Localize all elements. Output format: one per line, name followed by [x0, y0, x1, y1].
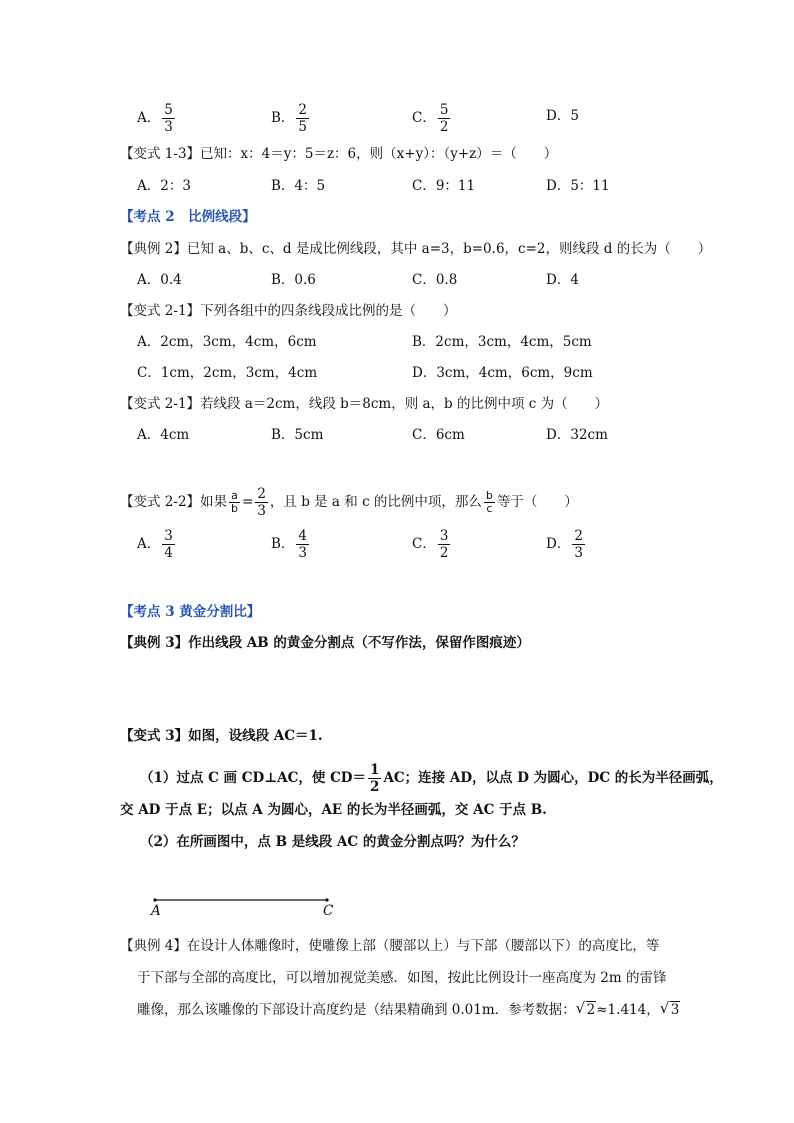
option-d: D． $\frac{2}{3}$ [546, 528, 583, 561]
segment-ac-figure [145, 890, 345, 920]
question-3-part-2: （2）在所画图中，点 B 是线段 AC 的黄金分割点吗？为什么？ [140, 834, 525, 850]
option-b: B．2cm，3cm，4cm，5cm [412, 334, 592, 350]
option-b: B．4：5 [271, 178, 326, 194]
option-a: A． $\frac{5}{3}$ [137, 102, 173, 135]
option-d: D．5：11 [546, 178, 610, 194]
option-a: A．2：3 [137, 178, 191, 194]
fraction: $\frac{2}{3}$ [574, 528, 583, 561]
sqrt-3: √ 3 [659, 999, 680, 1018]
fraction-one-half: $\frac{1}{2}$ [370, 762, 380, 795]
option-c: C． $\frac{5}{2}$ [412, 102, 449, 135]
fraction-a-over-b: $\frac{a}{b}$ [231, 489, 239, 515]
option-b: B． $\frac{4}{3}$ [271, 528, 308, 561]
option-c: C．6cm [412, 427, 465, 443]
example-4-line-2: 于下部与全部的高度比，可以增加视觉美感．如图，按此比例设计一座高度为 2m 的雷锋 [137, 970, 667, 986]
option-b: B．5cm [271, 427, 324, 443]
option-c: C．1cm，2cm，3cm，4cm [137, 365, 318, 381]
option-a: A．4cm [137, 427, 190, 443]
option-d: D．32cm [546, 427, 608, 443]
example-4-line-1: 【典例 4】在设计人体雕像时，使雕像上部（腰部以上）与下部（腰部以下）的高度比，等 [120, 938, 660, 954]
section-title-3: 【考点 3 黄金分割比】 [120, 604, 261, 620]
question-3-part-1-cont: 交 AD 于点 E；以点 A 为圆心，AE 的长为半径画弧，交 AC 于点 B. [120, 802, 547, 818]
question-2-1a: 【变式 2-1】下列各组中的四条线段成比例的是（ ） [120, 303, 457, 319]
fraction-2-over-3: $\frac{2}{3}$ [257, 486, 266, 519]
sqrt-2: √ 2 [575, 999, 596, 1018]
fraction: $\frac{5}{2}$ [439, 102, 449, 135]
option-c: C．0.8 [412, 272, 458, 288]
option-d: D．4 [546, 272, 579, 288]
fraction: $\frac{4}{3}$ [298, 528, 308, 561]
option-d: D．3cm，4cm，6cm，9cm [412, 365, 593, 381]
label-a: A [151, 903, 161, 919]
fraction: $\frac{5}{3}$ [164, 102, 173, 135]
question-3-part-1: （1）过点 C 画 CD⊥AC，使 CD＝ $\frac{1}{2}$ AC；连接 AD，以点 D 为圆心，DC 的长为半径画弧， [140, 762, 723, 795]
fraction: $\frac{3}{4}$ [164, 528, 173, 561]
option-c: C． $\frac{3}{2}$ [412, 528, 449, 561]
question-3: 【变式 3】如图，设线段 AC＝1. [120, 728, 323, 744]
fraction: $\frac{2}{5}$ [298, 102, 308, 135]
section-title-2: 【考点 2 比例线段】 [120, 209, 256, 225]
question-2-2: 【变式 2-2】如果 $\frac{a}{b}$ = $\frac{2}{3}$ ，且 b 是 a 和 c 的比例中项，那么 $\frac{b}{c}$ 等于（ ） [120, 486, 578, 519]
option-b: B．0.6 [271, 272, 316, 288]
option-a: A．2cm，3cm，4cm，6cm [137, 334, 317, 350]
question-2-1b: 【变式 2-1】若线段 a＝2cm，线段 b＝8cm，则 a，b 的比例中项 c 为（ ） [120, 396, 609, 412]
example-2: 【典例 2】已知 a、b、c、d 是成比例线段，其中 a=3，b=0.6，c=2，则线段 d 的长为（ ） [120, 241, 712, 257]
option-b: B． $\frac{2}{5}$ [271, 102, 308, 135]
fraction-b-over-c: $\frac{b}{c}$ [485, 489, 493, 515]
label-c: C [323, 903, 334, 919]
question-1-3: 【变式 1-3】已知：x：4＝y：5＝z：6，则（x+y）：（y+z）＝（ ） [120, 146, 558, 162]
option-c: C．9：11 [412, 178, 476, 194]
option-a: A． $\frac{3}{4}$ [137, 528, 173, 561]
fraction: $\frac{3}{2}$ [439, 528, 449, 561]
example-3: 【典例 3】作出线段 AB 的黄金分割点（不写作法，保留作图痕迹） [120, 635, 530, 651]
option-a: A．0.4 [137, 272, 182, 288]
option-d: D．5 [546, 108, 579, 124]
example-4-line-3: 雕像，那么该雕像的下部设计高度约是（结果精确到 0.01m．参考数据： √ 2≈1.414， √ 3 [137, 999, 680, 1018]
